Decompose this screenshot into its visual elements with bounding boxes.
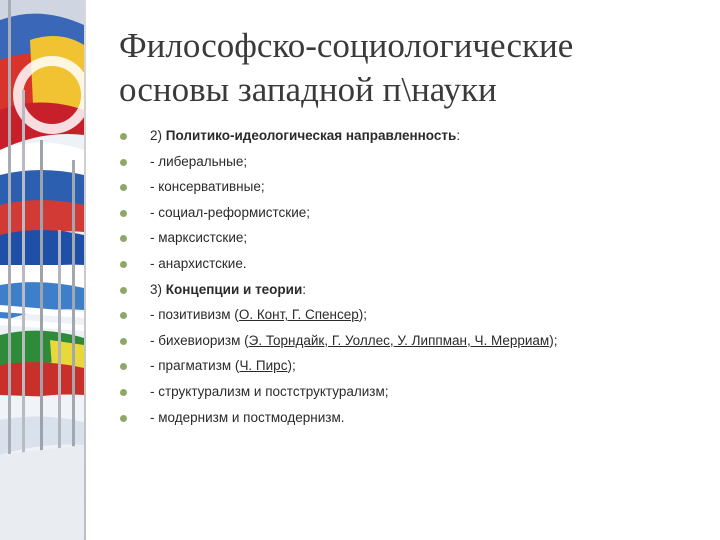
flags-decoration-image — [0, 0, 84, 540]
bullet-item — [118, 332, 557, 358]
bullet-list — [118, 127, 557, 434]
bullet-text: ); — [358, 307, 368, 323]
bullet-link-text[interactable]: Ч. Пирс — [239, 358, 288, 374]
bullet-text: - анархистские. — [150, 255, 247, 271]
bullet-item — [118, 281, 557, 307]
bullet-text: 2) — [150, 128, 166, 143]
bullet-text: Концепции и теории — [165, 281, 303, 297]
bullet-item — [118, 127, 557, 153]
bullet-text: - консервативные; — [150, 179, 265, 195]
slide-title — [119, 24, 699, 112]
bullet-item — [118, 306, 557, 332]
bullet-item — [118, 383, 557, 409]
slide-title-line-1: Философско-социологические — [119, 26, 574, 65]
bullet-text: - либеральные; — [150, 153, 248, 169]
bullet-item — [118, 204, 557, 230]
bullet-text: - структурализм и постструктурализм; — [150, 383, 389, 399]
bullet-item — [118, 255, 557, 281]
bullet-text: : — [456, 128, 461, 143]
bullet-text: : — [302, 281, 307, 297]
bullet-text: 3) — [150, 281, 166, 297]
bullet-text: - модернизм и постмодернизм. — [150, 409, 345, 425]
panel-divider — [84, 0, 86, 540]
bullet-item — [118, 153, 557, 179]
bullet-text: - социал-реформистские; — [150, 204, 311, 220]
bullet-text: ); — [287, 358, 296, 374]
bullet-text: - бихевиоризм ( — [150, 332, 249, 348]
bullet-text: - марксистские; — [150, 230, 248, 246]
bullet-text: Политико-идеологическая направленность — [165, 128, 457, 143]
bullet-item — [118, 357, 557, 383]
bullet-item — [118, 229, 557, 255]
bullet-item — [118, 409, 557, 435]
slide-title-line-2: основы западной п\науки — [119, 70, 497, 109]
bullet-text: - прагматизм ( — [150, 358, 240, 374]
bullet-link-text[interactable]: Э. Торндайк, Г. Уоллес, У. Липпман, Ч. Мерриам — [248, 332, 550, 348]
bullet-item — [118, 178, 557, 204]
bullet-link-text[interactable]: О. Конт, Г. Спенсер — [238, 307, 359, 323]
bullet-text: - позитивизм ( — [150, 307, 239, 323]
bullet-text: ); — [549, 332, 558, 348]
